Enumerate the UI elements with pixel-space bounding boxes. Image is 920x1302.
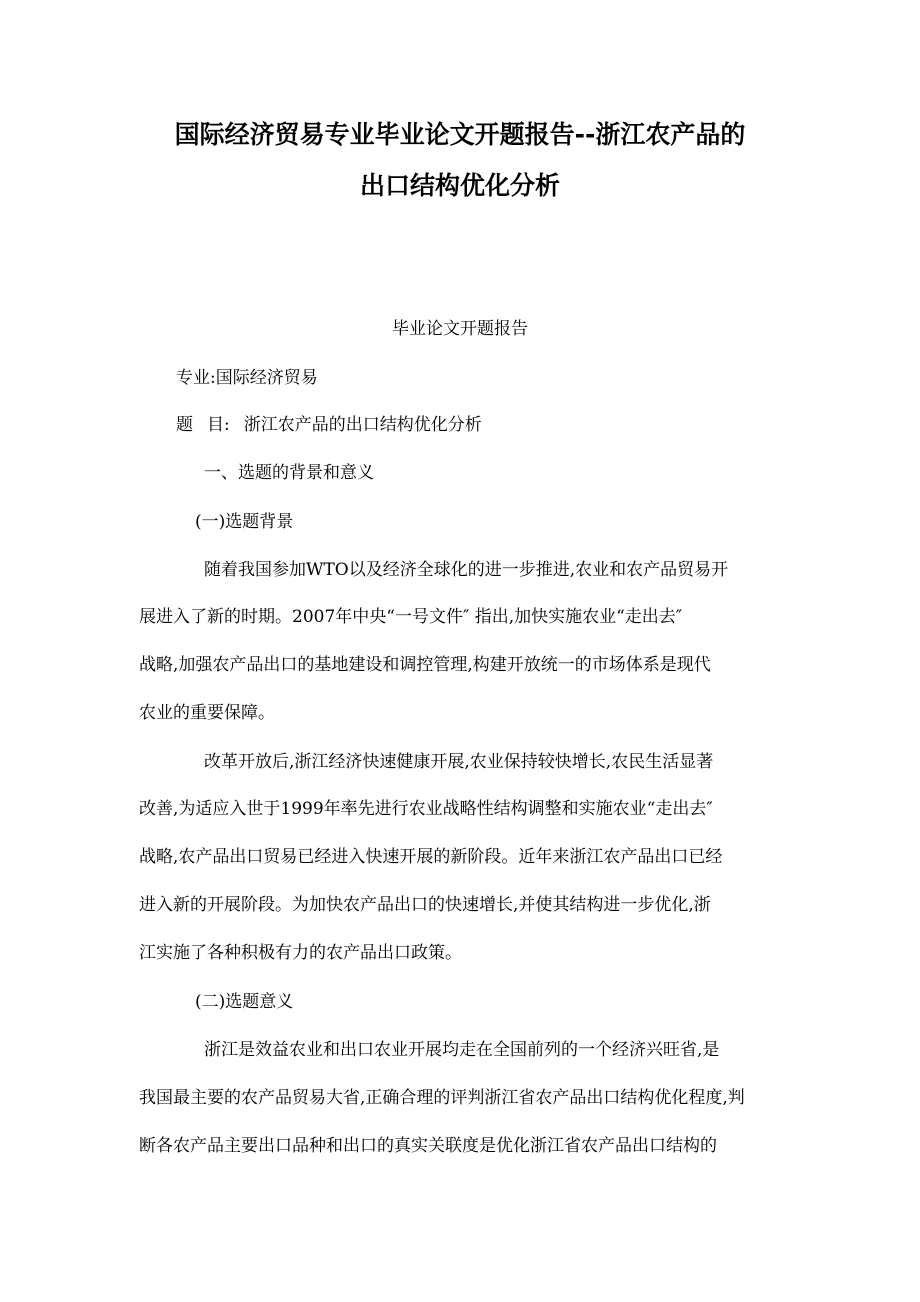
major-line [176, 367, 318, 389]
document-title-line-1: 国际经济贸易专业毕业论文开题报告--浙江农产品的 [174, 120, 746, 149]
major-label: 专业: [176, 368, 216, 388]
paragraph-2-line-3: 战略,农产品出口贸易已经进入快速开展的新阶段。近年来浙江农产品出口已经 [139, 847, 723, 867]
paragraph-2-line-5: 江实施了各种积极有力的农产品出口政策。 [139, 943, 462, 963]
topic-value: 浙江农产品的出口结构优化分析 [243, 415, 482, 435]
paragraph-1-line-1: 随着我国参加WTO以及经济全球化的进一步推进,农业和农产品贸易开 [204, 560, 729, 580]
subsection-heading-background: (一)选题背景 [195, 512, 294, 532]
paragraph-1-line-3: 战略,加强农产品出口的基地建设和调控管理,构建开放统一的市场体系是现代 [139, 655, 711, 675]
report-heading: 毕业论文开题报告 [392, 319, 528, 339]
paragraph-1-line-2: 展进入了新的时期。2007年中央“一号文件″ 指出,加快实施农业“走出去″ [139, 607, 683, 627]
section-heading-1: 一、选题的背景和意义 [204, 463, 374, 483]
major-value: 国际经济贸易 [215, 368, 318, 388]
topic-label-a: 题 [176, 415, 193, 435]
paragraph-2-line-2: 改善,为适应入世于1999年率先进行农业战略性结构调整和实施农业“走出去″ [139, 799, 713, 819]
topic-label-b: 目: [207, 415, 230, 435]
paragraph-2-line-4: 进入新的开展阶段。为加快农产品出口的快速增长,并使其结构进一步优化,浙 [139, 895, 711, 915]
paragraph-3-line-3: 断各农产品主要出口品种和出口的真实关联度是优化浙江省农产品出口结构的 [139, 1136, 717, 1156]
paragraph-3-line-2: 我国最主要的农产品贸易大省,正确合理的评判浙江省农产品出口结构优化程度,判 [139, 1088, 745, 1108]
paragraph-3-line-1: 浙江是效益农业和出口农业开展均走在全国前列的一个经济兴旺省,是 [204, 1040, 720, 1060]
paragraph-1-line-4: 农业的重要保障。 [139, 703, 275, 723]
paragraph-2-line-1: 改革开放后,浙江经济快速健康开展,农业保持较快增长,农民生活显著 [204, 752, 714, 772]
subsection-heading-significance: (二)选题意义 [195, 992, 294, 1012]
document-title-line-2: 出口结构优化分析 [359, 171, 560, 200]
topic-line [176, 414, 482, 436]
